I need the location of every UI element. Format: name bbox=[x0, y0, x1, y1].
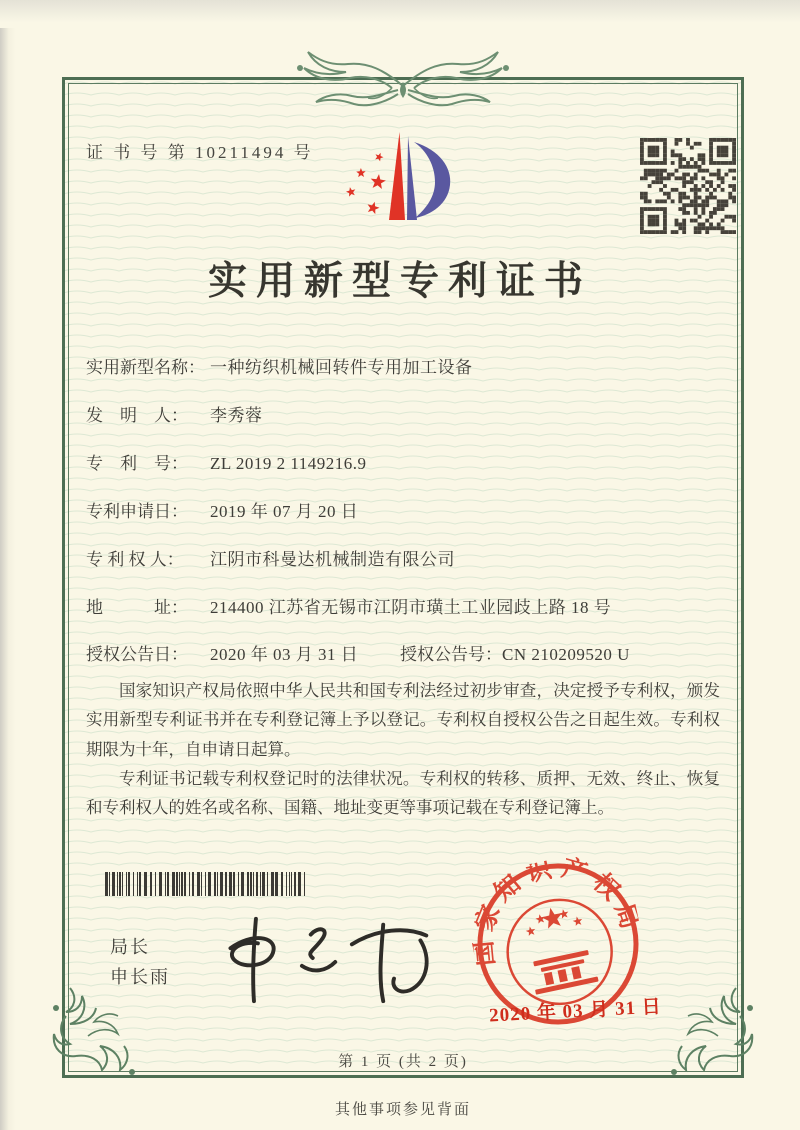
signer-block bbox=[110, 932, 170, 992]
field-label: 授权公告号： bbox=[400, 645, 502, 664]
field-label: 专 利 号： bbox=[86, 454, 188, 473]
field-value: CN 210209520 U bbox=[502, 645, 630, 664]
field-row-address bbox=[86, 593, 726, 618]
field-row-application-date bbox=[86, 497, 726, 522]
field-label: 发 明 人： bbox=[86, 406, 188, 425]
field-label: 实用新型名称： bbox=[86, 358, 205, 377]
qr-code bbox=[640, 138, 736, 234]
field-row-grant-date bbox=[86, 640, 726, 665]
field-label: 专 利 权 人： bbox=[86, 550, 184, 569]
legal-paragraph-2: 专利证书记载专利权登记时的法律状况。专利权的转移、质押、无效、终止、恢复和专利权人的姓名或名称、国籍、地址变更等事项记载在专利登记簿上。 bbox=[86, 769, 720, 818]
certificate-number: 证 书 号 第 10211494 号 bbox=[86, 143, 314, 162]
barcode bbox=[105, 872, 310, 896]
page-number: 第 1 页 (共 2 页) bbox=[338, 1054, 468, 1070]
signer-name: 申长雨 bbox=[110, 967, 170, 987]
field-row-patent-number bbox=[86, 449, 726, 474]
director-signature bbox=[205, 912, 440, 1007]
field-label: 授权公告日： bbox=[86, 645, 188, 664]
field-value: 江阴市科曼达机械制造有限公司 bbox=[210, 550, 455, 569]
field-row-name bbox=[86, 353, 726, 378]
field-value: ZL 2019 2 1149216.9 bbox=[210, 454, 367, 473]
field-value: 2019 年 07 月 20 日 bbox=[210, 502, 359, 521]
seal-date: 2020 年 03 月 31 日 bbox=[488, 996, 663, 1027]
legal-paragraph-1: 国家知识产权局依照中华人民共和国专利法经过初步审查，决定授予专利权，颁发实用新型专利证书并在专利登记簿上予以登记。专利权自授权公告之日起生效。专利权期限为十年，自申请日起算。 bbox=[86, 681, 720, 759]
field-value: 李秀蓉 bbox=[210, 406, 263, 425]
back-side-note: 其他事项参见背面 bbox=[334, 1102, 471, 1118]
field-grant-number bbox=[400, 640, 630, 665]
field-value: 214400 江苏省无锡市江阴市璜土工业园歧上路 18 号 bbox=[210, 598, 612, 617]
field-value: 一种纺织机械回转件专用加工设备 bbox=[210, 358, 473, 377]
field-label: 地 址： bbox=[86, 598, 188, 617]
field-row-patentee bbox=[86, 545, 726, 570]
cnipa-logo-icon bbox=[328, 120, 478, 238]
certificate-title: 实用新型专利证书 bbox=[207, 260, 592, 303]
signer-title: 局长 bbox=[110, 937, 150, 957]
legal-text bbox=[86, 676, 720, 823]
svg-text:国家知识产权局 bbox=[458, 844, 647, 970]
field-label: 专利申请日： bbox=[86, 502, 188, 521]
seal-ring-text: 国家知识产权局 bbox=[469, 854, 646, 968]
field-row-inventor bbox=[86, 401, 726, 426]
field-value: 2020 年 03 月 31 日 bbox=[210, 645, 359, 664]
